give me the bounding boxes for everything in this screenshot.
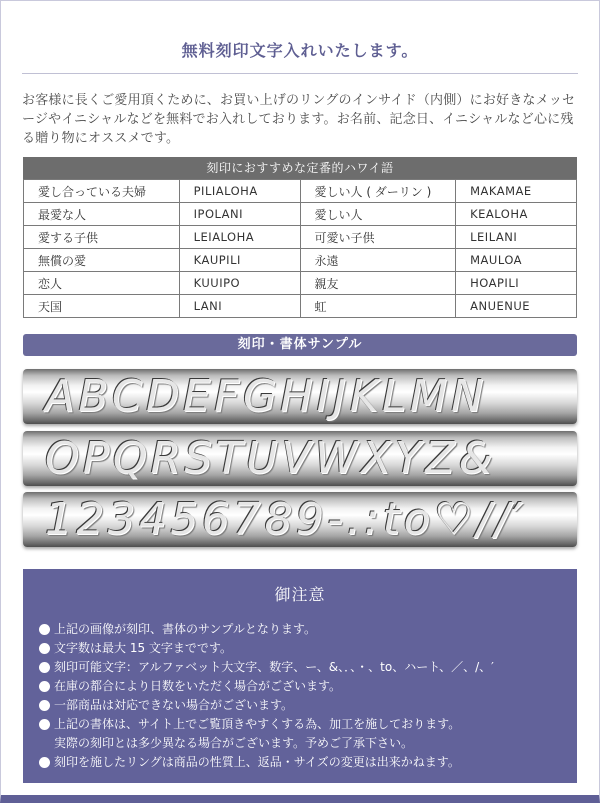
table-cell-japanese: 愛しい人: [300, 203, 456, 226]
notice-item-text: 在庫の都合により日数をいただく場合がございます。: [54, 679, 342, 693]
notice-box: [23, 569, 577, 783]
table-caption: 刻印におすすめな定番的ハワイ語: [23, 157, 577, 179]
intro-text: お客様に長くご愛用頂くために、お買い上げのリングのインサイド（内側）にお好きなメッセージやイニシャルなどを無料でお入れしております。お名前、記念日、イニシャルなど心に残る贈り物にオススメです。: [22, 93, 576, 146]
notice-item-text: 一部商品は対応できない場合がございます。: [54, 698, 294, 712]
table-row: [24, 249, 577, 272]
bullet-icon: [39, 643, 50, 654]
table-row: [24, 180, 577, 203]
table-row: [24, 272, 577, 295]
engraving-sample-heading: 刻印・書体サンプル: [23, 334, 577, 356]
table-cell-hawaiian: LEILANI: [456, 226, 577, 249]
table-cell-hawaiian: MAULOA: [456, 249, 577, 272]
engraving-sample-strip: [23, 492, 577, 547]
table-cell-japanese: 可愛い子供: [300, 226, 456, 249]
hawaiian-words-table: [23, 157, 577, 318]
table-cell-hawaiian: KUUIPO: [179, 272, 300, 295]
table-row: [24, 203, 577, 226]
bullet-icon: [39, 757, 50, 768]
page-title: 無料刻印文字入れいたします。: [181, 41, 419, 60]
table-cell-hawaiian: KEALOHA: [456, 203, 577, 226]
table-cell-japanese: 親友: [300, 272, 456, 295]
table-cell-japanese: 天国: [24, 295, 180, 318]
list-item: [39, 620, 577, 639]
list-item: [39, 753, 577, 772]
table-cell-hawaiian: MAKAMAE: [456, 180, 577, 203]
notice-item-text: 刻印可能文字：アルファベット大文字、数字、ー、&、．、・、to、ハート、／、/、′: [54, 660, 494, 674]
engraving-sample-text: OPQRSTUVWXYZ&: [45, 433, 497, 484]
bullet-icon: [39, 662, 50, 673]
engraving-sample-strip: [23, 369, 577, 424]
notice-item-continuation: 実際の刻印とは多少異なる場合がございます。予めご了承下さい。: [54, 736, 414, 750]
list-item: [39, 639, 577, 658]
notice-item-text: 文字数は最大 15 文字までです。: [54, 641, 232, 655]
list-item: [39, 677, 577, 696]
list-item: [39, 696, 577, 715]
table-cell-japanese: 恋人: [24, 272, 180, 295]
bullet-icon: [39, 719, 50, 730]
list-item: [39, 715, 577, 753]
table-cell-hawaiian: ANUENUE: [456, 295, 577, 318]
notice-list: [23, 620, 577, 772]
bullet-icon: [39, 681, 50, 692]
engraving-sample-text: 123456789-.:to♡//′: [45, 494, 528, 545]
table-cell-hawaiian: HOAPILI: [456, 272, 577, 295]
engraving-sample-text: ABCDEFGHIJKLMN: [45, 371, 488, 422]
table-cell-hawaiian: PILIALOHA: [179, 180, 300, 203]
table-cell-hawaiian: LANI: [179, 295, 300, 318]
notice-item-text: 上記の画像が刻印、書体のサンプルとなります。: [54, 622, 316, 636]
engraving-sample-strip: [23, 431, 577, 486]
table-row: [24, 295, 577, 318]
table-cell-japanese: 愛する子供: [24, 226, 180, 249]
notice-title: 御注意: [274, 585, 326, 604]
table-cell-japanese: 最愛な人: [24, 203, 180, 226]
bullet-icon: [39, 624, 50, 635]
table-cell-japanese: 愛しい人 ( ダーリン ): [300, 180, 456, 203]
table-cell-japanese: 愛し合っている夫婦: [24, 180, 180, 203]
title-divider: [22, 73, 578, 74]
table-cell-hawaiian: LEIALOHA: [179, 226, 300, 249]
table-cell-japanese: 永遠: [300, 249, 456, 272]
table-cell-japanese: 無償の愛: [24, 249, 180, 272]
notice-item-text: 上記の書体は、サイト上でご覧頂きやすくする為、加工を施しております。: [54, 717, 461, 731]
table-cell-hawaiian: KAUPILI: [179, 249, 300, 272]
notice-item-text: 刻印を施したリングは商品の性質上、返品・サイズの変更は出来かねます。: [54, 755, 460, 769]
table-cell-japanese: 虹: [300, 295, 456, 318]
table-cell-hawaiian: IPOLANI: [179, 203, 300, 226]
table-row: [24, 226, 577, 249]
list-item: [39, 658, 577, 677]
bullet-icon: [39, 700, 50, 711]
